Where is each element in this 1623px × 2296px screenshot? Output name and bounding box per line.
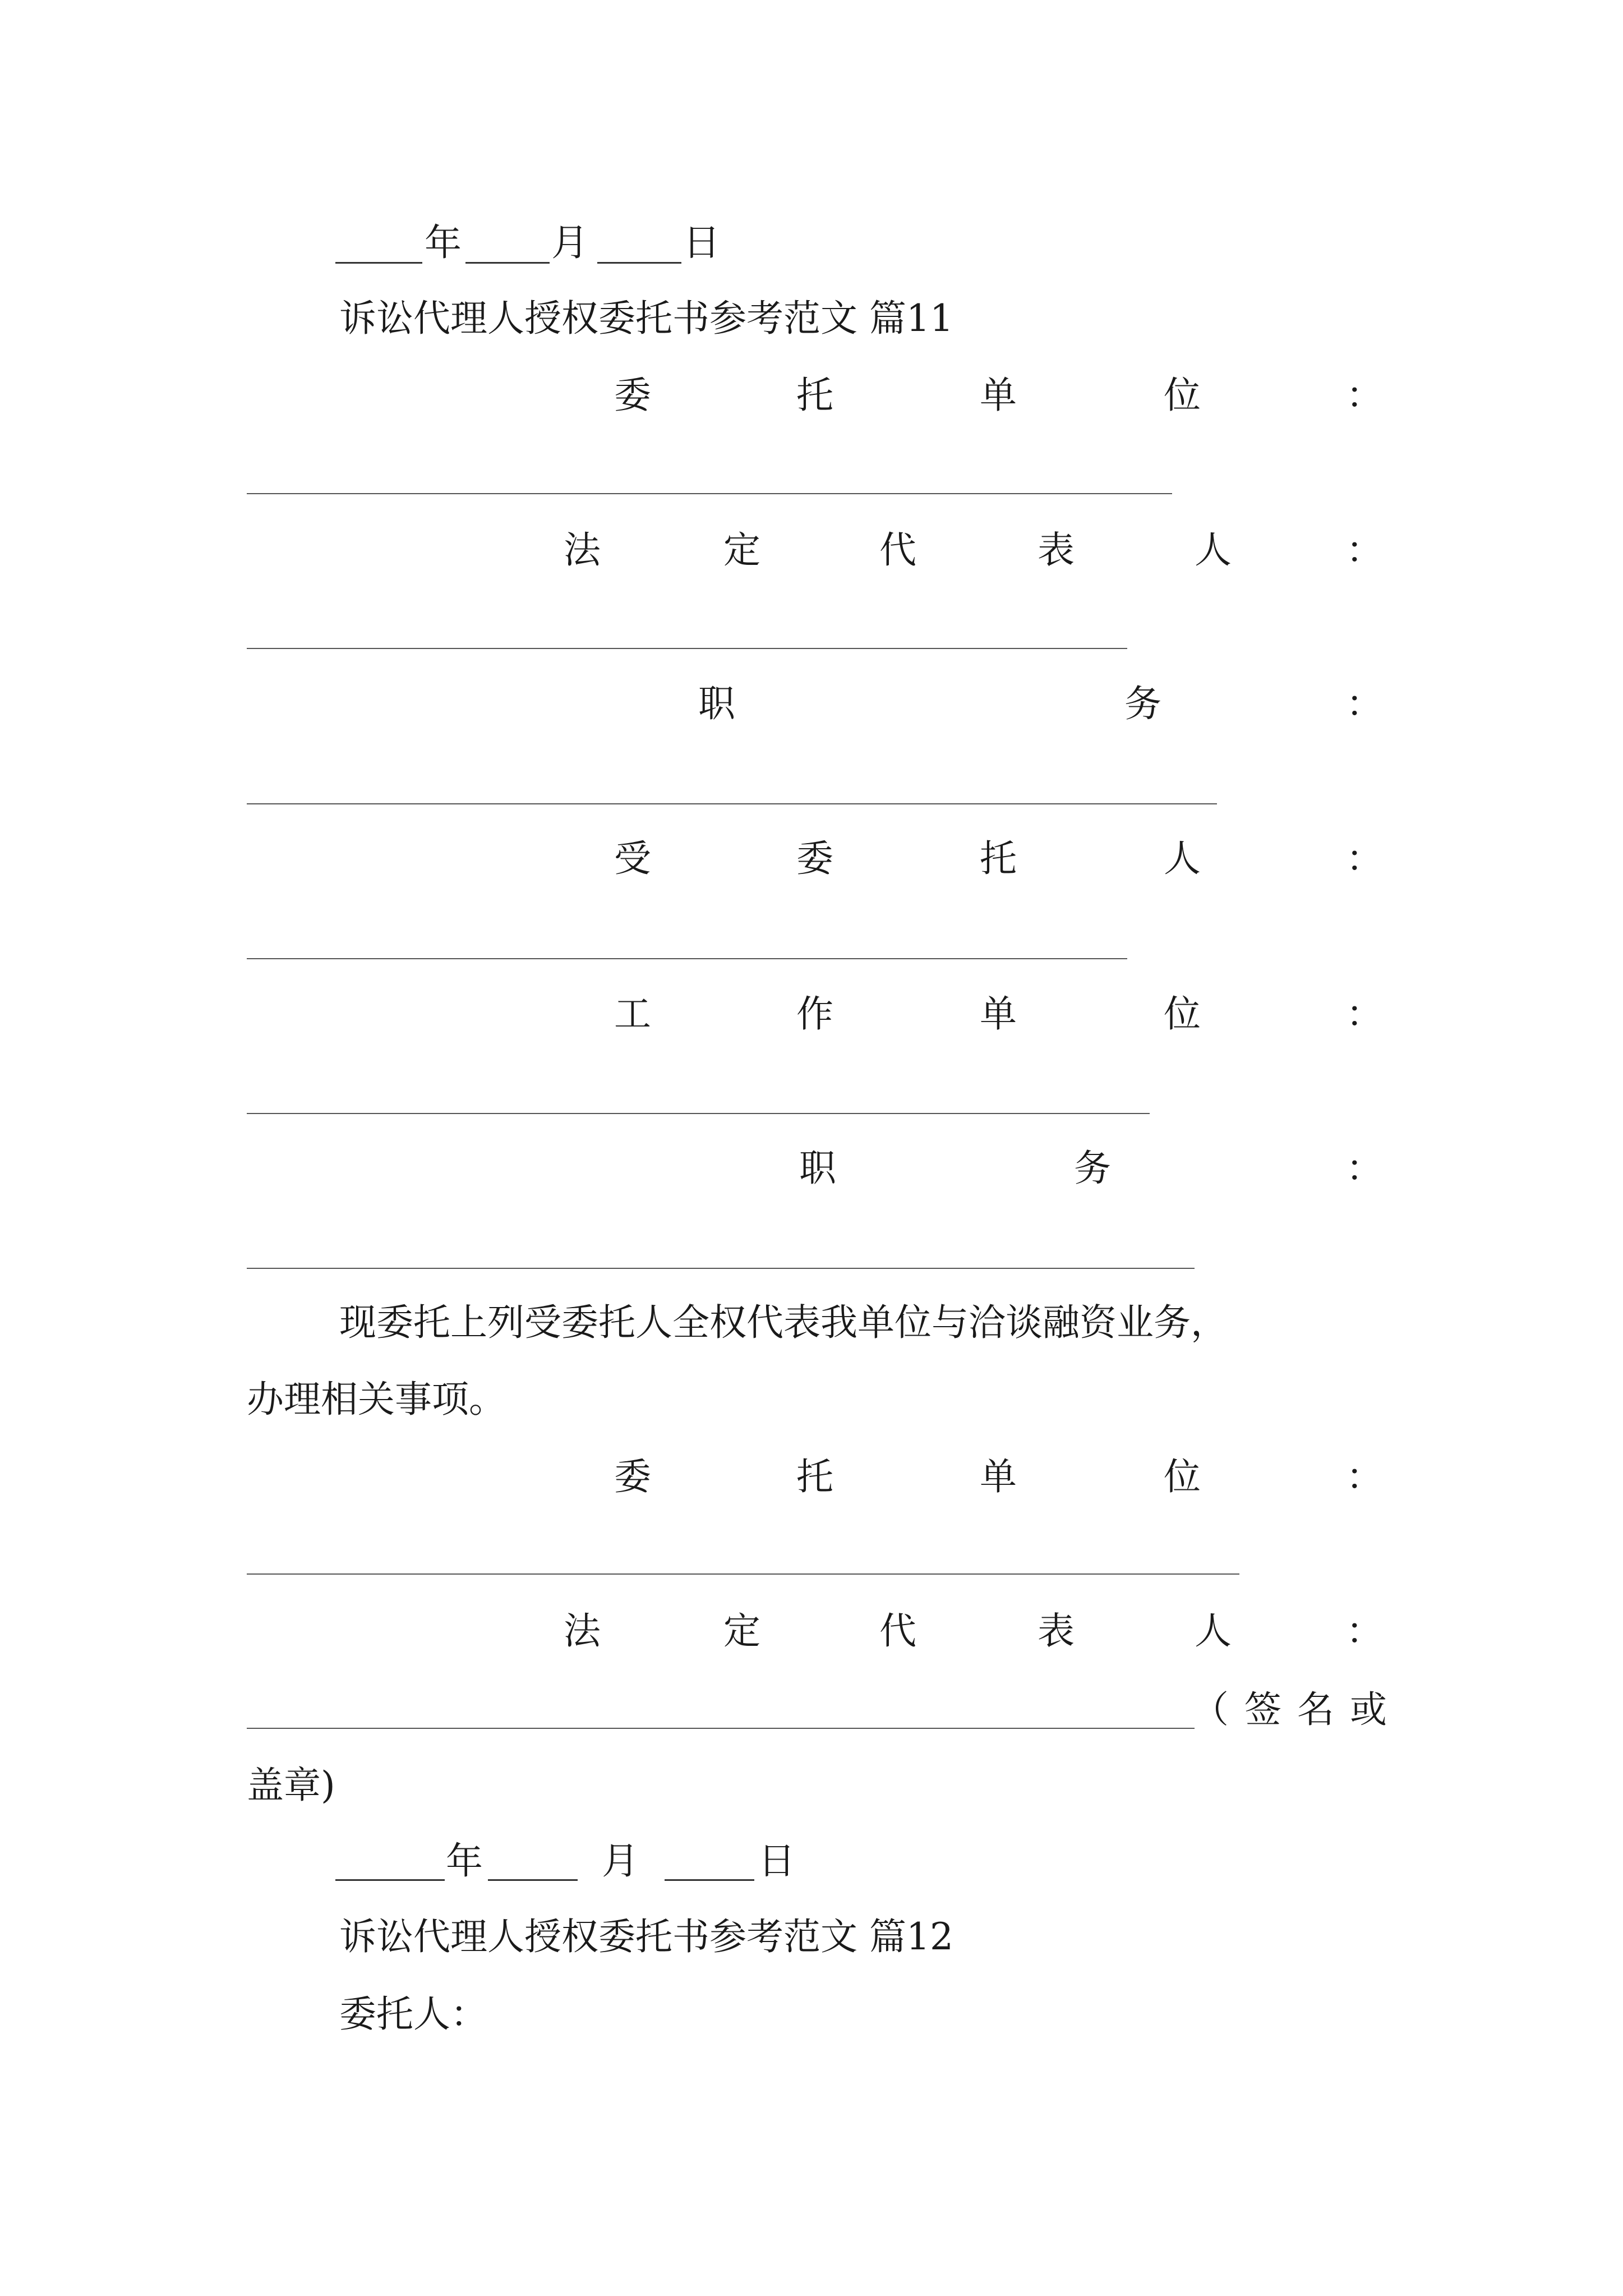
principal-unit-char-1: 委	[614, 374, 651, 417]
date-day-blank[interactable]	[597, 262, 681, 264]
sign-note: （签名或	[1192, 1688, 1403, 1731]
sign-principal-unit-char-2: 托	[796, 1455, 833, 1498]
date-month-blank[interactable]	[465, 262, 550, 264]
sign-principal-unit-char-3: 单	[980, 1455, 1017, 1498]
work-unit-char-2: 作	[796, 992, 833, 1036]
work-unit-blank[interactable]	[247, 1113, 1150, 1114]
work-unit-char-4: 位	[1164, 992, 1201, 1036]
sign-date-year-label: 年	[446, 1839, 483, 1883]
position-colon: ：	[1346, 682, 1383, 725]
date-month-label: 月	[551, 221, 588, 264]
sign-principal-unit-colon: ：	[1346, 1455, 1383, 1498]
sign-legal-rep-char-4: 表	[1038, 1609, 1075, 1653]
principal-unit-colon: ：	[1346, 374, 1383, 417]
work-unit-colon: ：	[1346, 992, 1383, 1036]
principal-unit-char-2: 托	[796, 374, 833, 417]
sign-date-year-blank[interactable]	[335, 1879, 445, 1881]
sign-principal-unit-blank[interactable]	[247, 1573, 1239, 1575]
sign-note-cont: 盖章)	[247, 1764, 335, 1807]
legal-rep-char-3: 代	[879, 528, 916, 572]
work-unit-char-1: 工	[614, 992, 651, 1036]
principal-label: 委托人：	[339, 1993, 487, 2036]
principal-unit-char-4: 位	[1164, 374, 1201, 417]
legal-rep-char-4: 表	[1038, 528, 1075, 572]
agent-colon: ：	[1346, 837, 1383, 880]
principal-unit-blank[interactable]	[247, 493, 1172, 494]
legal-rep-colon: ：	[1346, 528, 1383, 572]
body-text-line-1: 现委托上列受委托人全权代表我单位与洽谈融资业务，	[339, 1301, 1228, 1344]
agent-blank[interactable]	[247, 958, 1127, 959]
position-blank[interactable]	[247, 803, 1217, 804]
sign-legal-rep-char-2: 定	[723, 1609, 760, 1653]
agent-char-3: 托	[980, 837, 1017, 880]
agent-char-1: 受	[614, 837, 651, 880]
sign-legal-rep-char-1: 法	[564, 1609, 601, 1653]
agent-char-2: 委	[796, 837, 833, 880]
date-day-label: 日	[683, 221, 720, 264]
legal-rep-char-1: 法	[564, 528, 601, 572]
date-year-label: 年	[425, 221, 462, 264]
work-unit-char-3: 单	[980, 992, 1017, 1036]
agent-position-blank[interactable]	[247, 1268, 1195, 1269]
agent-position-char-1: 职	[799, 1147, 836, 1190]
agent-position-char-2: 务	[1074, 1147, 1111, 1190]
sign-date-month-label: 月	[602, 1839, 639, 1883]
sign-legal-rep-char-5: 人	[1195, 1609, 1232, 1653]
section12-heading: 诉讼代理人授权委托书参考范文 篇12	[339, 1915, 953, 1958]
legal-rep-blank[interactable]	[247, 648, 1127, 649]
legal-rep-char-2: 定	[723, 528, 760, 572]
sign-legal-rep-char-3: 代	[879, 1609, 916, 1653]
sign-legal-rep-colon: ：	[1346, 1609, 1383, 1653]
agent-char-4: 人	[1164, 837, 1201, 880]
sign-principal-unit-char-4: 位	[1164, 1455, 1201, 1498]
position-char-2: 务	[1124, 682, 1161, 725]
legal-rep-char-5: 人	[1195, 528, 1232, 572]
sign-principal-unit-char-1: 委	[614, 1455, 651, 1498]
sign-legal-rep-blank[interactable]	[247, 1728, 1195, 1729]
principal-unit-char-3: 单	[980, 374, 1017, 417]
sign-date-month-blank[interactable]	[488, 1879, 578, 1881]
sign-date-day-blank[interactable]	[665, 1879, 754, 1881]
section11-heading: 诉讼代理人授权委托书参考范文 篇11	[339, 297, 953, 340]
position-char-1: 职	[698, 682, 735, 725]
date-year-blank[interactable]	[335, 262, 422, 264]
sign-date-day-label: 日	[758, 1839, 795, 1883]
body-text-line-2: 办理相关事项。	[247, 1378, 506, 1421]
agent-position-colon: ：	[1346, 1147, 1383, 1190]
